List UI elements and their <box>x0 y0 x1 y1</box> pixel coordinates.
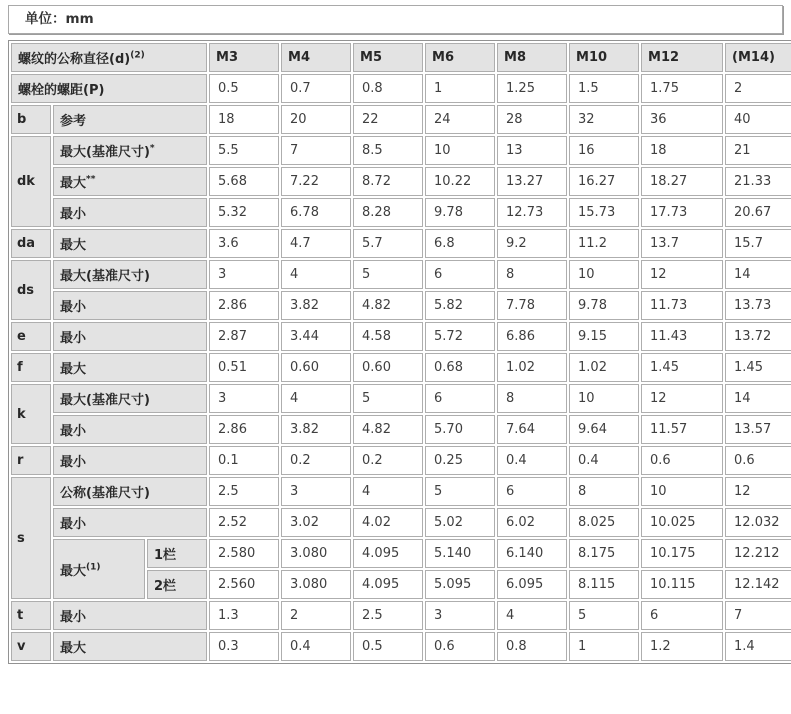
value-cell: 14 <box>725 384 791 413</box>
value-cell: 10.175 <box>641 539 723 568</box>
value-cell: 4 <box>281 384 351 413</box>
table-row-k-max-basic <box>11 384 791 413</box>
value-cell: 13.7 <box>641 229 723 258</box>
value-cell: 0.6 <box>725 446 791 475</box>
value-cell: 36 <box>641 105 723 134</box>
row-label-text: 最大(基准尺寸) <box>60 145 150 160</box>
row-label: 螺栓的螺距(P) <box>11 74 207 103</box>
value-cell: 2.580 <box>209 539 279 568</box>
row-label: 最大(基准尺寸) <box>53 384 207 413</box>
value-cell: 24 <box>425 105 495 134</box>
value-cell: 7.78 <box>497 291 567 320</box>
value-cell: 20 <box>281 105 351 134</box>
value-cell: 4.02 <box>353 508 423 537</box>
value-cell: 18 <box>641 136 723 165</box>
value-cell: 18.27 <box>641 167 723 196</box>
value-cell: 2 <box>281 601 351 630</box>
value-cell: 2.5 <box>353 601 423 630</box>
table-row-b <box>11 105 791 134</box>
value-cell: 15.73 <box>569 198 639 227</box>
row-label: 最大 <box>53 353 207 382</box>
value-cell: 10 <box>569 260 639 289</box>
value-cell: 3 <box>281 477 351 506</box>
value-cell: 0.2 <box>353 446 423 475</box>
value-cell: 4.58 <box>353 322 423 351</box>
value-cell: 40 <box>725 105 791 134</box>
value-cell: 11.73 <box>641 291 723 320</box>
row-label-sup: ** <box>86 174 96 185</box>
value-cell: 3.02 <box>281 508 351 537</box>
value-cell: 10 <box>641 477 723 506</box>
table-row-e <box>11 322 791 351</box>
value-cell: 3.82 <box>281 291 351 320</box>
value-cell: 2.5 <box>209 477 279 506</box>
value-cell: 5.5 <box>209 136 279 165</box>
value-cell: 5 <box>353 260 423 289</box>
value-cell: 9.78 <box>569 291 639 320</box>
row-label-sup: (1) <box>86 562 101 573</box>
table-row-s-min <box>11 508 791 537</box>
value-cell: 7 <box>281 136 351 165</box>
row-label: 最小 <box>53 446 207 475</box>
table-row-r <box>11 446 791 475</box>
row-letter: dk <box>11 136 51 227</box>
value-cell: 8.28 <box>353 198 423 227</box>
corner-header-sup: (2) <box>130 50 145 61</box>
value-cell: 10.115 <box>641 570 723 599</box>
value-cell: 7.22 <box>281 167 351 196</box>
row-label: 最大 <box>53 229 207 258</box>
value-cell: 9.15 <box>569 322 639 351</box>
value-cell: 0.68 <box>425 353 495 382</box>
value-cell: 0.60 <box>281 353 351 382</box>
value-cell: 2.52 <box>209 508 279 537</box>
table-row-t <box>11 601 791 630</box>
value-cell: 9.2 <box>497 229 567 258</box>
value-cell: 21 <box>725 136 791 165</box>
table-row-k-min <box>11 415 791 444</box>
value-cell: 11.2 <box>569 229 639 258</box>
row-letter: da <box>11 229 51 258</box>
value-cell: 6.140 <box>497 539 567 568</box>
value-cell: 8.025 <box>569 508 639 537</box>
value-cell: 0.25 <box>425 446 495 475</box>
table-row-v <box>11 632 791 661</box>
unit-label-box <box>8 5 783 34</box>
value-cell: 0.51 <box>209 353 279 382</box>
value-cell: 1.02 <box>569 353 639 382</box>
value-cell: 5.02 <box>425 508 495 537</box>
value-cell: 1.5 <box>569 74 639 103</box>
value-cell: 4.095 <box>353 570 423 599</box>
value-cell: 16 <box>569 136 639 165</box>
value-cell: 20.67 <box>725 198 791 227</box>
row-letter: s <box>11 477 51 599</box>
value-cell: 9.78 <box>425 198 495 227</box>
value-cell: 6.86 <box>497 322 567 351</box>
value-cell: 1.45 <box>641 353 723 382</box>
value-cell: 3.080 <box>281 570 351 599</box>
header-row <box>11 43 791 72</box>
row-letter: r <box>11 446 51 475</box>
value-cell: 3 <box>209 384 279 413</box>
value-cell: 0.7 <box>281 74 351 103</box>
value-cell: 7.64 <box>497 415 567 444</box>
value-cell: 0.60 <box>353 353 423 382</box>
table-row-ds-min <box>11 291 791 320</box>
value-cell: 6 <box>425 260 495 289</box>
row-letter: t <box>11 601 51 630</box>
value-cell: 32 <box>569 105 639 134</box>
value-cell: 2.86 <box>209 291 279 320</box>
value-cell: 12.142 <box>725 570 791 599</box>
column-header-m8: M8 <box>497 43 567 72</box>
table-row-da <box>11 229 791 258</box>
value-cell: 0.4 <box>569 446 639 475</box>
value-cell: 6 <box>497 477 567 506</box>
value-cell: 10 <box>569 384 639 413</box>
row-label: 最小 <box>53 322 207 351</box>
value-cell: 1 <box>569 632 639 661</box>
row-label <box>53 136 207 165</box>
value-cell: 4.095 <box>353 539 423 568</box>
column-header-m6: M6 <box>425 43 495 72</box>
value-cell: 0.5 <box>353 632 423 661</box>
row-label: 最小 <box>53 601 207 630</box>
value-cell: 4.82 <box>353 415 423 444</box>
value-cell: 2.560 <box>209 570 279 599</box>
value-cell: 4.82 <box>353 291 423 320</box>
column-header-m4: M4 <box>281 43 351 72</box>
value-cell: 0.5 <box>209 74 279 103</box>
row-label: 参考 <box>53 105 207 134</box>
value-cell: 15.7 <box>725 229 791 258</box>
value-cell: 9.64 <box>569 415 639 444</box>
value-cell: 1 <box>425 74 495 103</box>
value-cell: 1.25 <box>497 74 567 103</box>
value-cell: 5.32 <box>209 198 279 227</box>
value-cell: 5 <box>425 477 495 506</box>
value-cell: 5 <box>353 384 423 413</box>
value-cell: 3.6 <box>209 229 279 258</box>
value-cell: 10.22 <box>425 167 495 196</box>
value-cell: 3.44 <box>281 322 351 351</box>
corner-header <box>11 43 207 72</box>
value-cell: 12 <box>725 477 791 506</box>
row-label <box>53 539 145 599</box>
unit-value: mm <box>65 11 94 27</box>
row-letter: ds <box>11 260 51 320</box>
value-cell: 6.78 <box>281 198 351 227</box>
value-cell: 5.82 <box>425 291 495 320</box>
column-header-m12: M12 <box>641 43 723 72</box>
value-cell: 8.175 <box>569 539 639 568</box>
value-cell: 1.4 <box>725 632 791 661</box>
value-cell: 21.33 <box>725 167 791 196</box>
value-cell: 1.45 <box>725 353 791 382</box>
value-cell: 4 <box>281 260 351 289</box>
row-sublabel: 2栏 <box>147 570 207 599</box>
value-cell: 6.8 <box>425 229 495 258</box>
value-cell: 5.70 <box>425 415 495 444</box>
value-cell: 8.115 <box>569 570 639 599</box>
value-cell: 18 <box>209 105 279 134</box>
value-cell: 28 <box>497 105 567 134</box>
value-cell: 8 <box>497 384 567 413</box>
row-label: 公称(基准尺寸) <box>53 477 207 506</box>
row-letter: f <box>11 353 51 382</box>
table-row-f <box>11 353 791 382</box>
value-cell: 10 <box>425 136 495 165</box>
value-cell: 0.6 <box>425 632 495 661</box>
value-cell: 14 <box>725 260 791 289</box>
value-cell: 0.3 <box>209 632 279 661</box>
row-label: 最小 <box>53 198 207 227</box>
value-cell: 5.68 <box>209 167 279 196</box>
table-row-dk-max-basic <box>11 136 791 165</box>
value-cell: 17.73 <box>641 198 723 227</box>
value-cell: 3.080 <box>281 539 351 568</box>
row-label <box>53 167 207 196</box>
row-label: 最大(基准尺寸) <box>53 260 207 289</box>
row-letter: e <box>11 322 51 351</box>
value-cell: 16.27 <box>569 167 639 196</box>
row-label: 最小 <box>53 291 207 320</box>
value-cell: 13 <box>497 136 567 165</box>
value-cell: 13.57 <box>725 415 791 444</box>
table-row-dk-max <box>11 167 791 196</box>
value-cell: 8.72 <box>353 167 423 196</box>
value-cell: 3.82 <box>281 415 351 444</box>
value-cell: 4 <box>497 601 567 630</box>
column-header-m3: M3 <box>209 43 279 72</box>
value-cell: 8 <box>497 260 567 289</box>
value-cell: 0.8 <box>497 632 567 661</box>
value-cell: 0.6 <box>641 446 723 475</box>
value-cell: 0.1 <box>209 446 279 475</box>
value-cell: 2.87 <box>209 322 279 351</box>
column-header-m10: M10 <box>569 43 639 72</box>
value-cell: 12 <box>641 384 723 413</box>
value-cell: 3 <box>209 260 279 289</box>
row-label: 最大 <box>53 632 207 661</box>
value-cell: 5.72 <box>425 322 495 351</box>
value-cell: 3 <box>425 601 495 630</box>
value-cell: 13.72 <box>725 322 791 351</box>
value-cell: 12.73 <box>497 198 567 227</box>
value-cell: 0.4 <box>497 446 567 475</box>
value-cell: 11.43 <box>641 322 723 351</box>
value-cell: 5.095 <box>425 570 495 599</box>
value-cell: 0.4 <box>281 632 351 661</box>
table-row-dk-min <box>11 198 791 227</box>
value-cell: 12.032 <box>725 508 791 537</box>
table-row-s-max-col1 <box>11 539 791 568</box>
value-cell: 12 <box>641 260 723 289</box>
value-cell: 10.025 <box>641 508 723 537</box>
row-label-text: 最大 <box>60 176 87 191</box>
value-cell: 5.140 <box>425 539 495 568</box>
row-letter: v <box>11 632 51 661</box>
row-label-sup: * <box>149 143 155 154</box>
value-cell: 1.02 <box>497 353 567 382</box>
row-label-text: 最大 <box>60 563 87 579</box>
value-cell: 5 <box>569 601 639 630</box>
row-label: 最小 <box>53 508 207 537</box>
value-cell: 22 <box>353 105 423 134</box>
table-row-pitch <box>11 74 791 103</box>
row-letter: k <box>11 384 51 444</box>
row-letter: b <box>11 105 51 134</box>
row-label: 最小 <box>53 415 207 444</box>
value-cell: 8.5 <box>353 136 423 165</box>
value-cell: 2.86 <box>209 415 279 444</box>
value-cell: 12.212 <box>725 539 791 568</box>
value-cell: 6.02 <box>497 508 567 537</box>
value-cell: 8 <box>569 477 639 506</box>
value-cell: 6 <box>425 384 495 413</box>
value-cell: 13.73 <box>725 291 791 320</box>
table-row-s-nominal <box>11 477 791 506</box>
value-cell: 4.7 <box>281 229 351 258</box>
column-header-m14: (M14) <box>725 43 791 72</box>
value-cell: 0.8 <box>353 74 423 103</box>
value-cell: 4 <box>353 477 423 506</box>
value-cell: 5.7 <box>353 229 423 258</box>
table-row-ds-max-basic <box>11 260 791 289</box>
value-cell: 1.3 <box>209 601 279 630</box>
value-cell: 1.75 <box>641 74 723 103</box>
column-header-m5: M5 <box>353 43 423 72</box>
screw-spec-table <box>8 40 791 664</box>
unit-label: 单位： <box>25 11 66 27</box>
value-cell: 11.57 <box>641 415 723 444</box>
value-cell: 13.27 <box>497 167 567 196</box>
corner-header-label: 螺纹的公称直径(d) <box>18 52 131 67</box>
value-cell: 7 <box>725 601 791 630</box>
value-cell: 1.2 <box>641 632 723 661</box>
value-cell: 0.2 <box>281 446 351 475</box>
row-sublabel: 1栏 <box>147 539 207 568</box>
value-cell: 6 <box>641 601 723 630</box>
value-cell: 6.095 <box>497 570 567 599</box>
value-cell: 2 <box>725 74 791 103</box>
